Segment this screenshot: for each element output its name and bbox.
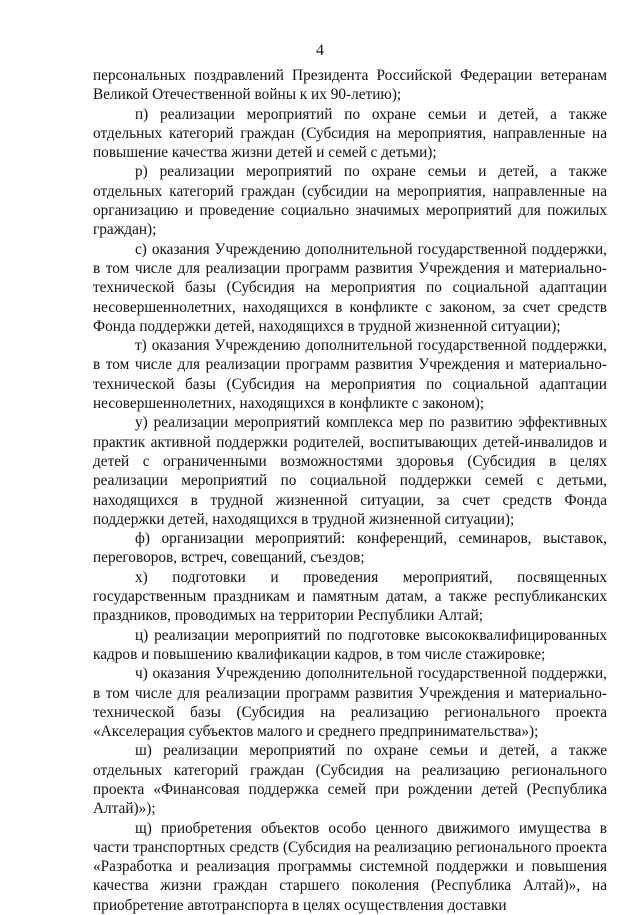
paragraph-item-shch: щ) приобретения объектов особо ценного движимого имущества в части транспортных средств (Субсидия на реализацию регионального проекта «Разработка и реализация программы системной поддержки и повышения качества жизни граждан старшего поколения (Республика Алтай)», на приобретение автотранспорта в целях осуществления доставки <box>93 819 607 914</box>
paragraph-item-p: п) реализации мероприятий по охране семьи и детей, а также отдельных категорий граждан (Субсидия на мероприятия, направленные на повышение качества жизни детей и семей с детьми); <box>93 105 607 162</box>
paragraph-item-ts: ц) реализации мероприятий по подготовке высококвалифицированных кадров и повышению квалификации кадров, в том числе стажировке; <box>93 626 607 663</box>
paragraph-item-s: с) оказания Учреждению дополнительной государственной поддержки, в том числе для реализации программ развития Учреждения и материально-технической базы (Субсидия на мероприятия по социальной адаптации несовершеннолетних, находящихся в конфликте с законом, за счет средств Фонда поддержки детей, находящихся в трудной жизненной ситуации); <box>93 240 607 335</box>
paragraph-continuation: персональных поздравлений Президента Российской Федерации ветеранам Великой Отечественной войны к их 90-летию); <box>93 67 607 104</box>
paragraph-item-kh: х) подготовки и проведения мероприятий, посвященных государственным праздникам и памятным датам, а также республиканских праздников, проводимых на территории Республики Алтай; <box>93 568 607 625</box>
paragraph-item-u: у) реализации мероприятий комплекса мер по развитию эффективных практик активной поддержки родителей, воспитывающих детей-инвалидов и детей с ограниченными возможностями здоровья (Субсидия в целях реализации мероприятий по социальной поддержки семей с детьми, находящихся в трудной жизненной ситуации, за счет средств Фонда поддержки детей, находящихся в трудной жизненной ситуации); <box>93 414 607 528</box>
paragraph-item-ch: ч) оказания Учреждению дополнительной государственной поддержки, в том числе для реализации программ развития Учреждения и материально-технической базы (Субсидия на реализацию регионального проекта «Акселерация субъектов малого и среднего предпринимательства»); <box>93 665 607 741</box>
document-body <box>93 66 607 915</box>
paragraph-item-r: р) реализации мероприятий по охране семьи и детей, а также отдельных категорий граждан (субсидии на мероприятия, направленные на организацию и проведение социально значимых мероприятий для пожилых граждан); <box>93 163 607 239</box>
paragraph-item-t: т) оказания Учреждению дополнительной государственной поддержки, в том числе для реализации программ развития Учреждения и материально-технической базы (Субсидия на мероприятия по социальной адаптации несовершеннолетних, находящихся в конфликте с законом); <box>93 337 607 413</box>
page-number: 4 <box>316 42 324 59</box>
paragraph-item-f: ф) организации мероприятий: конференций, семинаров, выставок, переговоров, встреч, совещаний, съездов; <box>93 530 607 567</box>
paragraph-item-sh: ш) реализации мероприятий по охране семьи и детей, а также отдельных категорий граждан (Субсидия на реализацию регионального проекта «Финансовая поддержка семей при рождении детей (Республика Алтай)»); <box>93 742 607 818</box>
